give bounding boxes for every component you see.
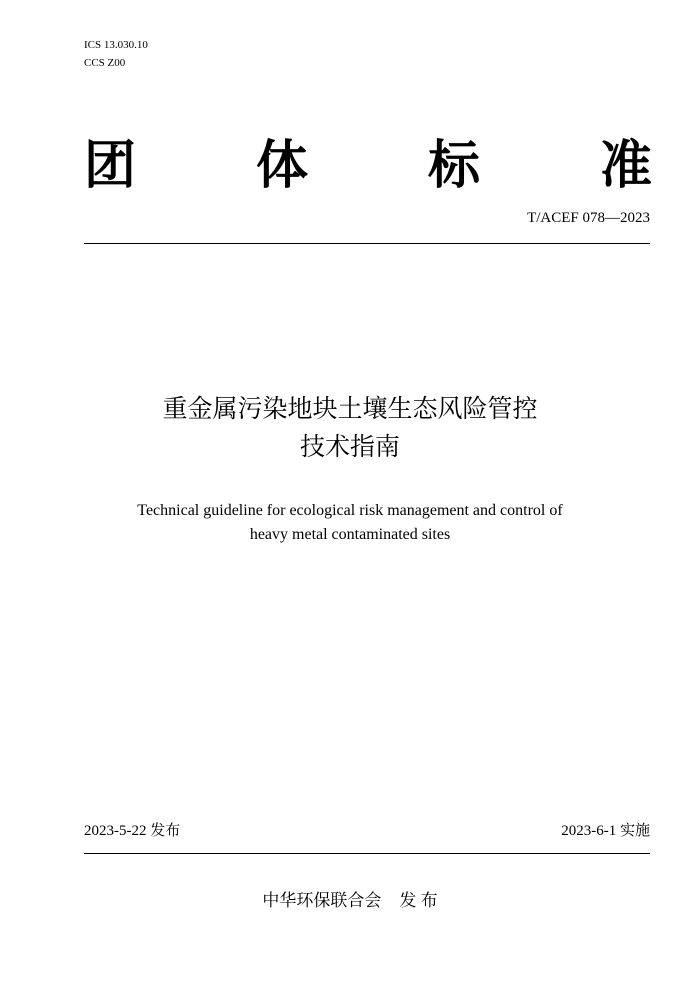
issuer-organization: 中华环保联合会 [262,891,382,910]
standard-type-char: 准 [599,135,652,196]
chinese-title-line-1: 重金属污染地块土壤生态风险管控 [162,394,538,423]
ics-code: ICS 13.030.10 [84,39,148,51]
ccs-code: CCS Z00 [84,57,126,69]
standard-type-char: 标 [427,135,480,196]
chinese-title [0,390,700,466]
english-title-line-2: heavy metal contaminated sites [249,526,451,543]
issuer-line [0,889,700,913]
standard-number: T/ACEF 078—2023 [527,210,650,226]
publish-date: 2023-5-22 发布 [84,823,181,839]
implement-date: 2023-6-1 实施 [561,823,650,839]
classification-codes [84,36,148,72]
standard-type-char: 体 [255,135,308,196]
issuer-action: 发 布 [399,891,438,910]
chinese-title-line-2: 技术指南 [299,432,400,461]
english-title [60,499,640,547]
standard-type-heading [84,136,652,196]
top-divider [84,243,650,244]
bottom-divider [84,853,650,854]
english-title-line-1: Technical guideline for ecological risk management and control of [137,502,563,519]
standard-type-char: 团 [84,135,137,196]
